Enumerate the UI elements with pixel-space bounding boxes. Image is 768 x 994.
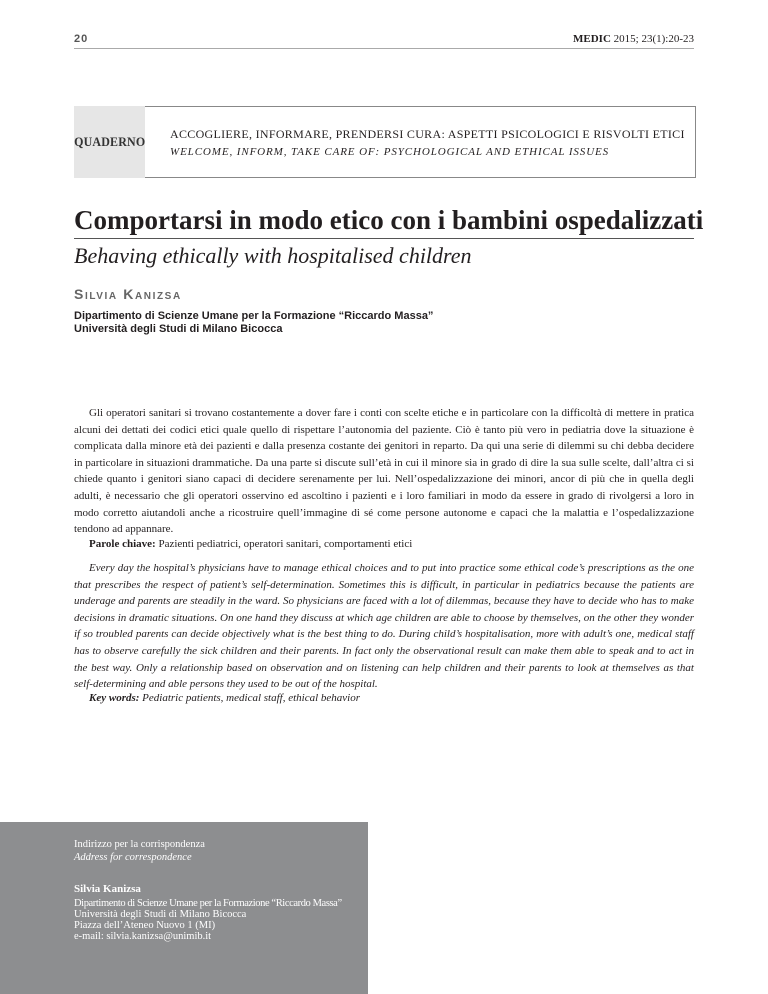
keywords-italian-label: Parole chiave:: [89, 538, 156, 550]
article-subtitle: Behaving ethically with hospitalised children: [74, 243, 472, 268]
abstract-english: Every day the hospital’s physicians have to manage ethical choices and to put into practice some ethical code’s prescriptions as the one that prescribes the respect of patient’s self-determination. Sometimes this is difficult, in particular in pediatrics because the patients are underage and parents are steadily in the ward. So physicians are faced with a lot of dilemmas, because they have to decide who has to make decisions in dramatic situations. On one hand they discuss at which age children are able to choose by themselves, on the other they wonder if so troubled parents can decide objectively what is the best thing to do. During child’s hospitalisation, more with adult’s one, medical staff has to observe carefully the sick children and their parents. In fact only the observational result can make them able to speak and to act in the best way. Only a relationship based on observation and on listening can help children and their parents to look at themselves as that self-determining and able persons they used to be out of the hospital.: [74, 562, 694, 691]
keywords-english: [74, 690, 694, 707]
page-number: 20: [74, 33, 89, 45]
keywords-english-label: Key words:: [89, 692, 140, 704]
title-rule: [74, 238, 694, 239]
journal-volume: 2015; 23(1):20-23: [610, 33, 694, 45]
section-title-italian: ACCOGLIERE, INFORMARE, PRENDERSI CURA: ASPETTI PSICOLOGICI E RISVOLTI ETICI: [170, 127, 685, 141]
section-box: [74, 106, 696, 178]
correspondence-label-italian: Indirizzo per la corrispondenza: [74, 839, 205, 850]
correspondence-street: Piazza dell’Ateneo Nuovo 1 (MI): [74, 920, 216, 931]
affiliation-department: Dipartimento di Scienze Umane per la Formazione “Riccardo Massa”: [74, 310, 434, 322]
correspondence-department: Dipartimento di Scienze Umane per la Formazione “Riccardo Massa”: [74, 898, 342, 909]
journal-name: MEDIC: [573, 33, 611, 45]
correspondence-box: [0, 822, 368, 994]
section-tab: [74, 106, 145, 178]
author-name: Silvia Kanizsa: [74, 286, 182, 302]
article-title: Comportarsi in modo etico con i bambini ospedalizzati: [74, 205, 704, 235]
section-title-english: WELCOME, INFORM, TAKE CARE OF: PSYCHOLOGICAL AND ETHICAL ISSUES: [170, 146, 610, 158]
header-rule: [74, 48, 694, 49]
correspondence-email[interactable]: e-mail: silvia.kanizsa@unimib.it: [74, 931, 212, 942]
correspondence-address: [74, 898, 342, 942]
correspondence-name: Silvia Kanizsa: [74, 883, 141, 895]
correspondence-label-english: Address for correspondence: [74, 852, 192, 863]
affiliation-university: Università degli Studi di Milano Bicocca: [74, 323, 283, 335]
keywords-italian-text: Pazienti pediatrici, operatori sanitari, comportamenti etici: [155, 538, 413, 550]
section-tab-label: QUADERNO: [73, 134, 146, 149]
keywords-italian: [74, 536, 694, 553]
journal-citation: [573, 33, 694, 45]
author-affiliation: [74, 310, 433, 336]
keywords-english-text: Pediatric patients, medical staff, ethical behavior: [139, 692, 360, 704]
abstract-italian: Gli operatori sanitari si trovano costantemente a dover fare i conti con scelte etiche e in particolare con la difficoltà di mettere in pratica alcuni dei dettati dei codici etici quale quello di rispettare l’autonomia del paziente. Ciò è tanto più vero in pediatria dove la situazione è complicata dalla minore età dei pazienti e dalla presenza costante dei genitori in reparto. Da qui una serie di dilemmi su chi debba decidere in particolare in situazioni drammatiche. Da una parte si discute sull’età in cui il minore sia in grado di dire la sua sulle scelte, dall’altra ci si chiede quanto i genitori siano capaci di decidere serenamente per lui. Nell’ospedalizzazione dei minori, ancor di più che in quella degli adulti, è necessario che gli operatori osservino ed ascoltino i pazienti e i loro familiari in modo da essere in grado di rivolgersi a loro in modo corretto aiutandoli anche a ricostruire quell’immagine di sé come persone autonome e capaci che la malattia e l’ospedalizzazione tendono ad appannare.: [74, 407, 694, 536]
correspondence-university: Università degli Studi di Milano Bicocca: [74, 909, 247, 920]
